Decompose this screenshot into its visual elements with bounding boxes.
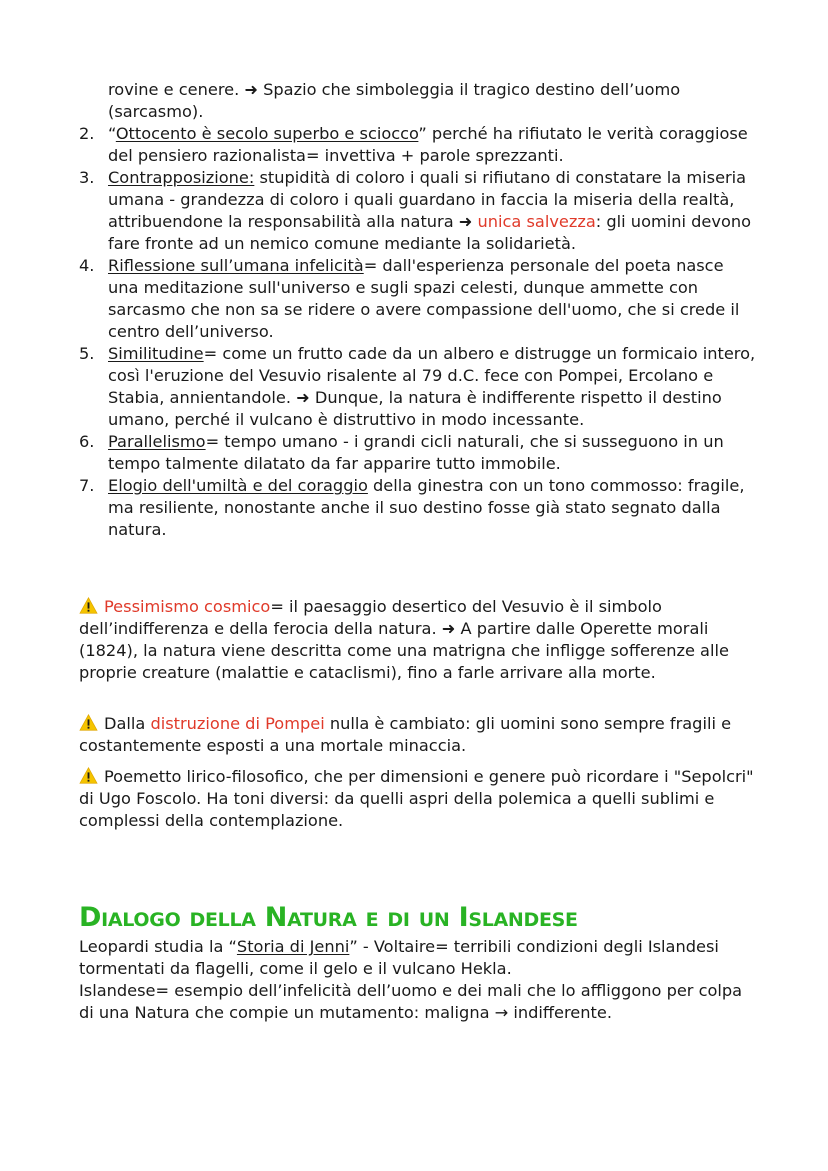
continuation-end: Spazio che simboleggia il tragico destino dell’uomo (sarcasmo).: [108, 80, 681, 121]
item-term: Ottocento è secolo superbo e sciocco: [115, 124, 419, 143]
item-text: ” perché ha rifiutato le verità coraggiose del pensiero razionalista= invettiva + parole sprezzanti.: [108, 124, 748, 165]
arrow-icon: ➜: [441, 619, 456, 638]
note-text: Poemetto lirico-filosofico, che per dimensioni e genere può ricordare i "Sepolcri" di Ugo Foscolo. Ha toni diversi: da quelli aspri della polemica a quelli sublimi e complessi della contemplazione.: [79, 767, 754, 830]
item-number: 4.: [79, 256, 95, 275]
section-paragraph-1: [79, 936, 759, 980]
note-text: nulla è cambiato: gli uomini sono sempre fragili e costantemente esposti a una mortale minaccia.: [79, 714, 732, 755]
arrow-icon: ➜: [458, 212, 473, 231]
item-text: della ginestra con un tono commosso: fragile, ma resiliente, nonostante anche il suo destino fosse già stato segnato dalla natura.: [108, 476, 745, 539]
item-term: Riflessione sull’umana infelicità: [108, 256, 364, 275]
list-item: [79, 255, 759, 343]
item-number: 5.: [79, 344, 95, 363]
note-pessimismo: [79, 596, 759, 684]
item-text: stupidità di coloro i quali si rifiutano di constatare la miseria umana - grandezza di coloro i quali guardano in faccia la miseria della realtà, attribuendone la responsabilità alla natura: [108, 168, 747, 231]
list-item: [79, 431, 759, 475]
continuation-start: rovine e cenere.: [108, 80, 245, 99]
p1-pre: Leopardi studia la “: [79, 937, 237, 956]
p1-post: ” - Voltaire= terribili condizioni degli Islandesi tormentati da flagelli, come il gelo e il vulcano Hekla.: [79, 937, 719, 978]
item-term: Parallelismo: [108, 432, 206, 451]
continuation-text: [108, 79, 758, 123]
item-number: 2.: [79, 124, 95, 143]
item-term: Similitudine: [108, 344, 204, 363]
section-heading: Dialogo della Natura e di un Islandese: [79, 902, 578, 933]
arrow-icon: ➜: [296, 388, 310, 407]
section-paragraph-2: Islandese= esempio dell’infelicità dell’uomo e dei mali che lo affliggono per colpa di una Natura che compie un mutamento: maligna → indifferente.: [79, 981, 743, 1022]
item-text: = tempo umano - i grandi cicli naturali, che si susseguono in un tempo talmente dilatato da far apparire tutto immobile.: [108, 432, 724, 473]
item-number: 7.: [79, 476, 95, 495]
note-text-after: A partire dalle Operette morali (1824), la natura viene descritta come una matrigna che infligge sofferenze alle proprie creature (malattie e cataclismi), fino a farle arrivare alla morte.: [79, 619, 729, 682]
note-highlight: distruzione di Pompei: [150, 714, 325, 733]
list-item: [79, 475, 759, 541]
list-item: [79, 167, 759, 255]
item-number: 6.: [79, 432, 95, 451]
storia-di-jenni-term: Storia di Jenni: [236, 937, 350, 956]
item-text: = come un frutto cade da un albero e distrugge un formicaio intero, così l'eruzione del Vesuvio risalente al 79 d.C. fece con Pompei, Ercolano e Stabia, annientandole.: [108, 344, 756, 407]
warning-icon: [79, 714, 98, 731]
note-text: = il paesaggio desertico del Vesuvio è il simbolo dell’indifferenza e della ferocia della natura.: [79, 597, 662, 638]
item-highlight: unica salvezza: [472, 212, 596, 231]
item-text-after: Dunque, la natura è indifferente rispetto il destino umano, perché il vulcano è distruttivo in modo incessante.: [108, 388, 722, 429]
note-text-pre: Dalla: [104, 714, 151, 733]
arrow-icon: ➜: [244, 80, 258, 99]
item-term: Elogio dell'umiltà e del coraggio: [108, 476, 368, 495]
warning-icon: [79, 597, 98, 614]
note-pompei: [79, 713, 759, 757]
item-text-after: : gli uomini devono fare fronte ad un nemico comune mediante la solidarietà.: [108, 212, 752, 253]
warning-icon: [79, 767, 98, 784]
item-term: Contrapposizione:: [108, 168, 255, 187]
item-number: 3.: [79, 168, 95, 187]
note-poemetto: [79, 766, 759, 832]
list-item: [79, 343, 759, 431]
numbered-list: [79, 123, 759, 541]
quote-open: “: [108, 124, 116, 143]
note-highlight: Pessimismo cosmico: [104, 597, 271, 616]
section-body: [79, 936, 759, 1024]
item-text: = dall'esperienza personale del poeta nasce una meditazione sull'universo e sugli spazi celesti, dunque ammette con sarcasmo che non sa se ridere o avere compassione dell'uomo, che si crede il centro dell’universo.: [108, 256, 740, 341]
list-item: [79, 123, 759, 167]
